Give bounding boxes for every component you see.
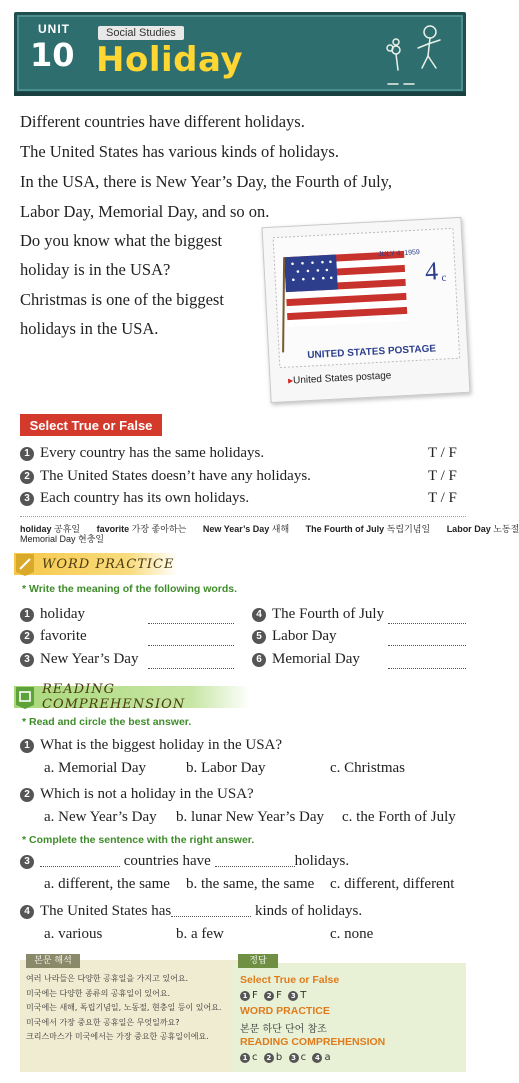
q2-option-c[interactable]: c. the Forth of July <box>342 809 456 825</box>
word-blank-5[interactable] <box>388 634 466 646</box>
q3-option-a[interactable]: a. different, the same <box>44 876 170 892</box>
answer-tf-line: 1 F 2 F 3 T <box>240 990 306 1001</box>
passage-line-8: holidays in the USA. <box>20 319 159 338</box>
tf-item-1: 1 Every country has the same holidays. <box>20 445 264 462</box>
answer-rc-heading: READING COMPREHENSION <box>240 1036 386 1048</box>
q4-blank[interactable] <box>171 905 251 917</box>
passage-line-4: Labor Day, Memorial Day, and so on. <box>20 202 270 221</box>
question-3: 3 countries have holidays. <box>20 853 349 870</box>
word-item-2: 2 favorite <box>20 628 87 645</box>
stamp-caption: ▸United States postage <box>287 370 392 387</box>
pencil-badge-icon <box>14 552 36 576</box>
passage-line-2: The United States has various kinds of holidays. <box>20 142 339 161</box>
word-practice-instruction: * Write the meaning of the following words. <box>22 583 238 595</box>
passage-line-3: In the USA, there is New Year’s Day, the Fourth of July, <box>20 172 392 191</box>
tf-choice-2[interactable]: T / F <box>428 468 457 484</box>
word-practice-title: WORD PRACTICE <box>14 553 178 575</box>
question-4: 4 The United States has kinds of holidays. <box>20 903 362 920</box>
stamp-value-unit: c <box>441 271 447 285</box>
word-blank-1[interactable] <box>148 612 234 624</box>
number-bullet: 1 <box>20 608 34 622</box>
q1-option-a[interactable]: a. Memorial Day <box>44 760 147 776</box>
word-item-4: 4 The Fourth of July <box>252 606 384 623</box>
number-bullet: 3 <box>20 653 34 667</box>
word-blank-6[interactable] <box>388 657 466 669</box>
subject-tag: Social Studies <box>98 26 184 40</box>
q2-option-b[interactable]: b. lunar New Year’s Day <box>176 809 325 825</box>
number-bullet: 2 <box>20 470 34 484</box>
passage-line-5: Do you know what the biggest <box>20 231 223 250</box>
q1-option-c[interactable]: c. Christmas <box>330 760 405 776</box>
number-bullet: 1 <box>20 447 34 461</box>
question-2: 2 Which is not a holiday in the USA? <box>20 786 254 803</box>
answer-wp-heading: WORD PRACTICE <box>240 1005 330 1017</box>
q4-option-a[interactable]: a. various <box>44 926 103 942</box>
board-ledge <box>14 92 466 96</box>
word-item-5: 5 Labor Day <box>252 628 337 645</box>
tf-choice-1[interactable]: T / F <box>428 445 457 461</box>
q4-option-b[interactable]: b. a few <box>176 926 224 942</box>
tf-item-3: 3 Each country has its own holidays. <box>20 490 249 507</box>
unit-number: 10 <box>30 36 75 74</box>
word-item-3: 3 New Year’s Day <box>20 651 138 668</box>
stamp-legend: UNITED STATES POSTAGE <box>307 343 437 362</box>
tf-choice-3[interactable]: T / F <box>428 490 457 506</box>
number-bullet: 4 <box>20 905 34 919</box>
q3-option-c[interactable]: c. different, different <box>330 876 455 892</box>
translation-text: 여러 나라들은 다양한 공휴일을 가지고 있어요. 미국에는 다양한 종류의 공휴일이 있어요. 미국에는 새해, 독립기념일, 노동절, 현충일 등이 있어요. 미국에서 가장 중요한 공휴일은 무엇일까요? 크리스마스가 미국에서는 가장 중요한 공휴일이에요. <box>26 974 222 1041</box>
passage-line-6: holiday is in the USA? <box>20 260 171 279</box>
q3-blank-1[interactable] <box>40 855 120 867</box>
q3-option-b[interactable]: b. the same, the same <box>186 876 315 892</box>
q1-option-b[interactable]: b. Labor Day <box>186 760 266 776</box>
number-bullet: 4 <box>252 608 266 622</box>
number-bullet: 3 <box>20 855 34 869</box>
page-title: Holiday <box>96 40 244 80</box>
translation-tab: 본문 해석 <box>26 954 80 968</box>
q2-option-a[interactable]: a. New Year’s Day <box>44 809 157 825</box>
vocab-list: holiday 공휴일 favorite 가장 좋아하는 New Year’s Day 새해 The Fourth of July 독립기념일 Labor Day 노동절 <box>20 524 519 534</box>
number-bullet: 3 <box>20 492 34 506</box>
word-item-1: 1 holiday <box>20 606 85 623</box>
book-badge-icon <box>14 685 36 709</box>
word-blank-4[interactable] <box>388 612 466 624</box>
divider <box>20 516 466 517</box>
true-false-label: Select True or False <box>20 414 162 436</box>
answer-wp-note: 본문 하단 단어 참조 <box>240 1024 327 1035</box>
q4-option-c[interactable]: c. none <box>330 926 374 942</box>
tf-item-2: 2 The United States doesn’t have any holidays. <box>20 468 311 485</box>
number-bullet: 2 <box>20 630 34 644</box>
passage-line-1: Different countries have different holidays. <box>20 112 305 131</box>
reading-comprehension-title: READING COMPREHENSION <box>14 686 250 708</box>
unit-label: UNIT <box>38 22 70 36</box>
answer-tf-heading: Select True or False <box>240 974 340 986</box>
number-bullet: 1 <box>20 739 34 753</box>
word-blank-3[interactable] <box>148 657 234 669</box>
number-bullet: 5 <box>252 630 266 644</box>
number-bullet: 6 <box>252 653 266 667</box>
answer-tab: 정답 <box>238 954 278 968</box>
word-blank-2[interactable] <box>148 634 234 646</box>
q3-blank-2[interactable] <box>215 855 295 867</box>
word-item-6: 6 Memorial Day <box>252 651 360 668</box>
chalk-drawing-icon <box>380 20 460 90</box>
stamp-date: JULY 4, 1959 <box>377 249 421 259</box>
passage-line-7: Christmas is one of the biggest <box>20 290 224 309</box>
number-bullet: 2 <box>20 788 34 802</box>
question-1: 1 What is the biggest holiday in the USA? <box>20 737 282 754</box>
reading-instruction-1: * Read and circle the best answer. <box>22 716 192 728</box>
answer-rc-line: 1 c 2 b 3 c 4 a <box>240 1052 331 1063</box>
vocab-list-cut: Memorial Day 현충일 <box>20 534 105 544</box>
stamp-value: 4 <box>424 256 439 286</box>
reading-instruction-2: * Complete the sentence with the right answer. <box>22 834 255 846</box>
us-flag-stamp-image <box>273 228 460 367</box>
